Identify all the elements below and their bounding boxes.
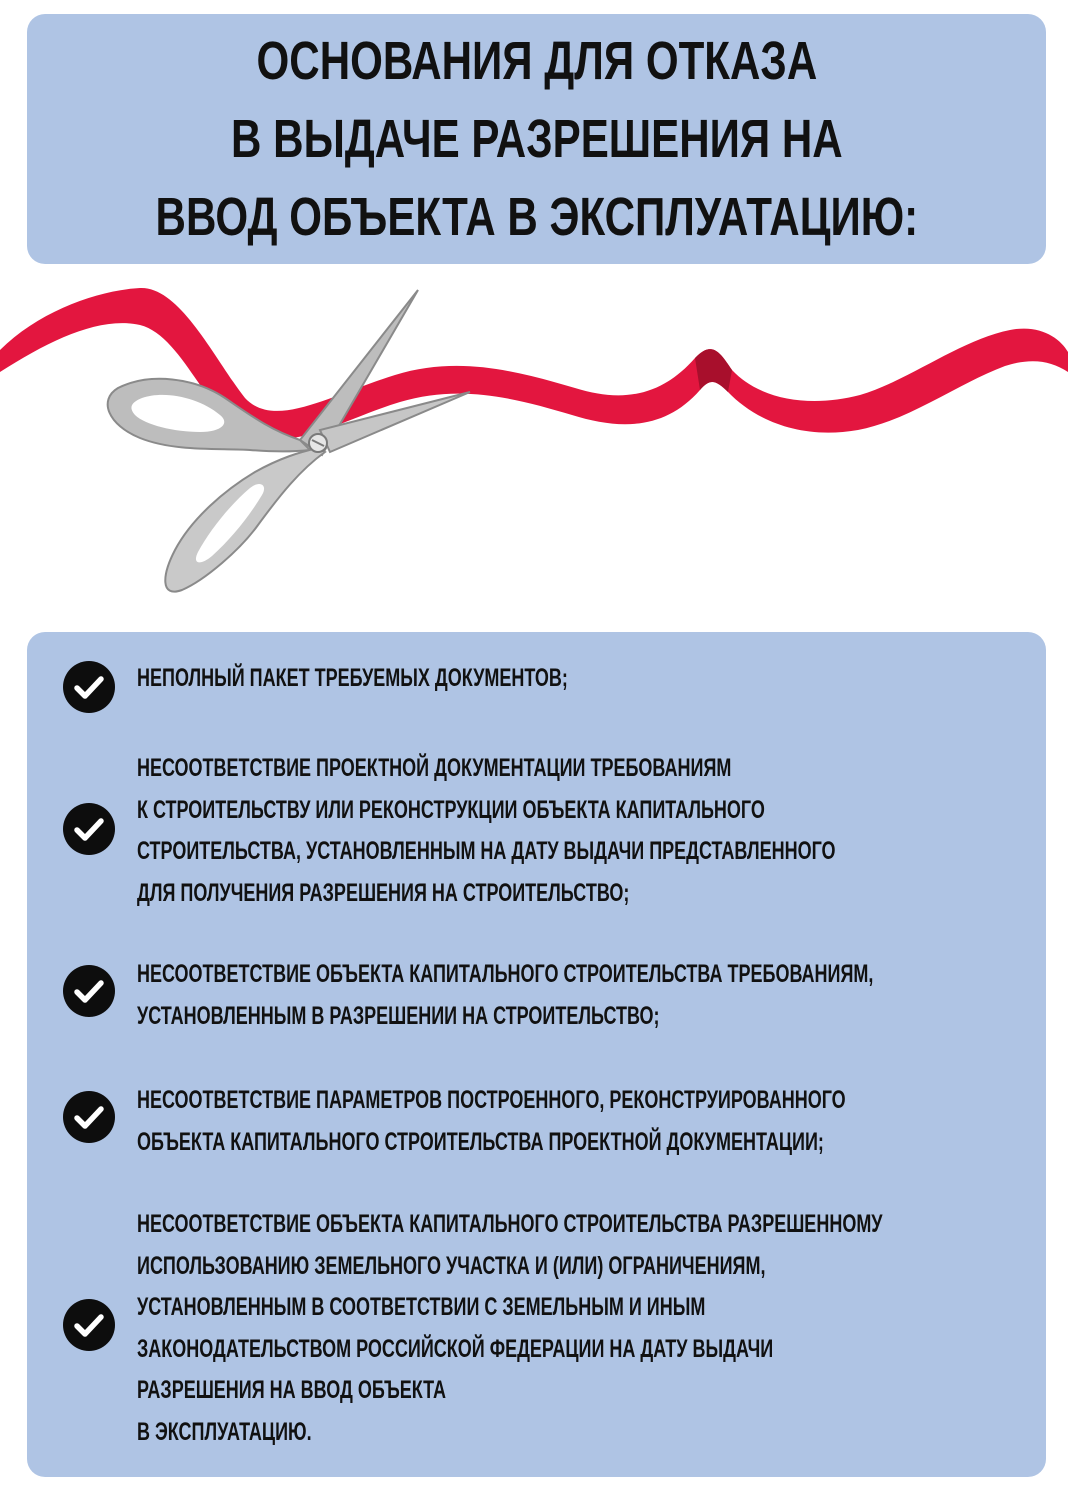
page-title: ОСНОВАНИЯ ДЛЯ ОТКАЗА В ВЫДАЧЕ РАЗРЕШЕНИЯ НА ВВОД ОБЪЕКТА В ЭКСПЛУАТАЦИЮ: <box>155 31 918 247</box>
list-item-line: НЕСООТВЕТСТВИЕ ПАРАМЕТРОВ ПОСТРОЕННОГО, РЕКОНСТРУИРОВАННОГО <box>137 1086 846 1114</box>
list-item-line: ОБЪЕКТА КАПИТАЛЬНОГО СТРОИТЕЛЬСТВА ПРОЕКТНОЙ ДОКУМЕНТАЦИИ; <box>137 1127 824 1156</box>
list-item-line: РАЗРЕШЕНИЯ НА ВВОД ОБЪЕКТА <box>137 1376 447 1404</box>
list-item-line: УСТАНОВЛЕННЫМ В СООТВЕТСТВИИ С ЗЕМЕЛЬНЫМ И ИНЫМ <box>137 1293 706 1321</box>
list-item-text <box>137 658 1013 700</box>
list-item-line: НЕПОЛНЫЙ ПАКЕТ ТРЕБУЕМЫХ ДОКУМЕНТОВ; <box>137 664 568 692</box>
check-circle-icon <box>62 1298 116 1352</box>
list-item-line: К СТРОИТЕЛЬСТВУ ИЛИ РЕКОНСТРУКЦИИ ОБЪЕКТА КАПИТАЛЬНОГО <box>137 795 765 824</box>
list-item-line: В ЭКСПЛУАТАЦИЮ. <box>137 1417 312 1446</box>
check-circle-icon <box>62 964 116 1018</box>
list-item-text <box>137 748 1013 914</box>
list-item-line: ЗАКОНОДАТЕЛЬСТВОМ РОССИЙСКОЙ ФЕДЕРАЦИИ НА ДАТУ ВЫДАЧИ <box>137 1334 774 1363</box>
list-item-text <box>137 954 1013 1037</box>
list-item-line: ИСПОЛЬЗОВАНИЮ ЗЕМЕЛЬНОГО УЧАСТКА И (ИЛИ) ОГРАНИЧЕНИЯМ, <box>137 1251 766 1280</box>
list-item-text <box>137 1204 1013 1453</box>
check-circle-icon <box>62 660 116 714</box>
ribbon-cutting-illustration <box>0 280 1068 620</box>
list-item-line: НЕСООТВЕТСТВИЕ ПРОЕКТНОЙ ДОКУМЕНТАЦИИ ТРЕБОВАНИЯМ <box>137 754 732 782</box>
list-item-line: НЕСООТВЕТСТВИЕ ОБЪЕКТА КАПИТАЛЬНОГО СТРОИТЕЛЬСТВА ТРЕБОВАНИЯМ, <box>137 960 874 988</box>
list-item-line: УСТАНОВЛЕННЫМ В РАЗРЕШЕНИИ НА СТРОИТЕЛЬСТВО; <box>137 1001 660 1030</box>
check-circle-icon <box>62 802 116 856</box>
list-item-line: НЕСООТВЕТСТВИЕ ОБЪЕКТА КАПИТАЛЬНОГО СТРОИТЕЛЬСТВА РАЗРЕШЕННОМУ <box>137 1210 883 1238</box>
list-item-line: СТРОИТЕЛЬСТВА, УСТАНОВЛЕННЫМ НА ДАТУ ВЫДАЧИ ПРЕДСТАВЛЕННОГО <box>137 837 836 865</box>
title-panel <box>27 14 1046 264</box>
check-circle-icon <box>62 1090 116 1144</box>
list-item-line: ДЛЯ ПОЛУЧЕНИЯ РАЗРЕШЕНИЯ НА СТРОИТЕЛЬСТВО; <box>137 878 630 907</box>
list-item-text <box>137 1080 1013 1163</box>
ribbon-shade <box>695 349 732 392</box>
reasons-panel <box>27 632 1046 1477</box>
